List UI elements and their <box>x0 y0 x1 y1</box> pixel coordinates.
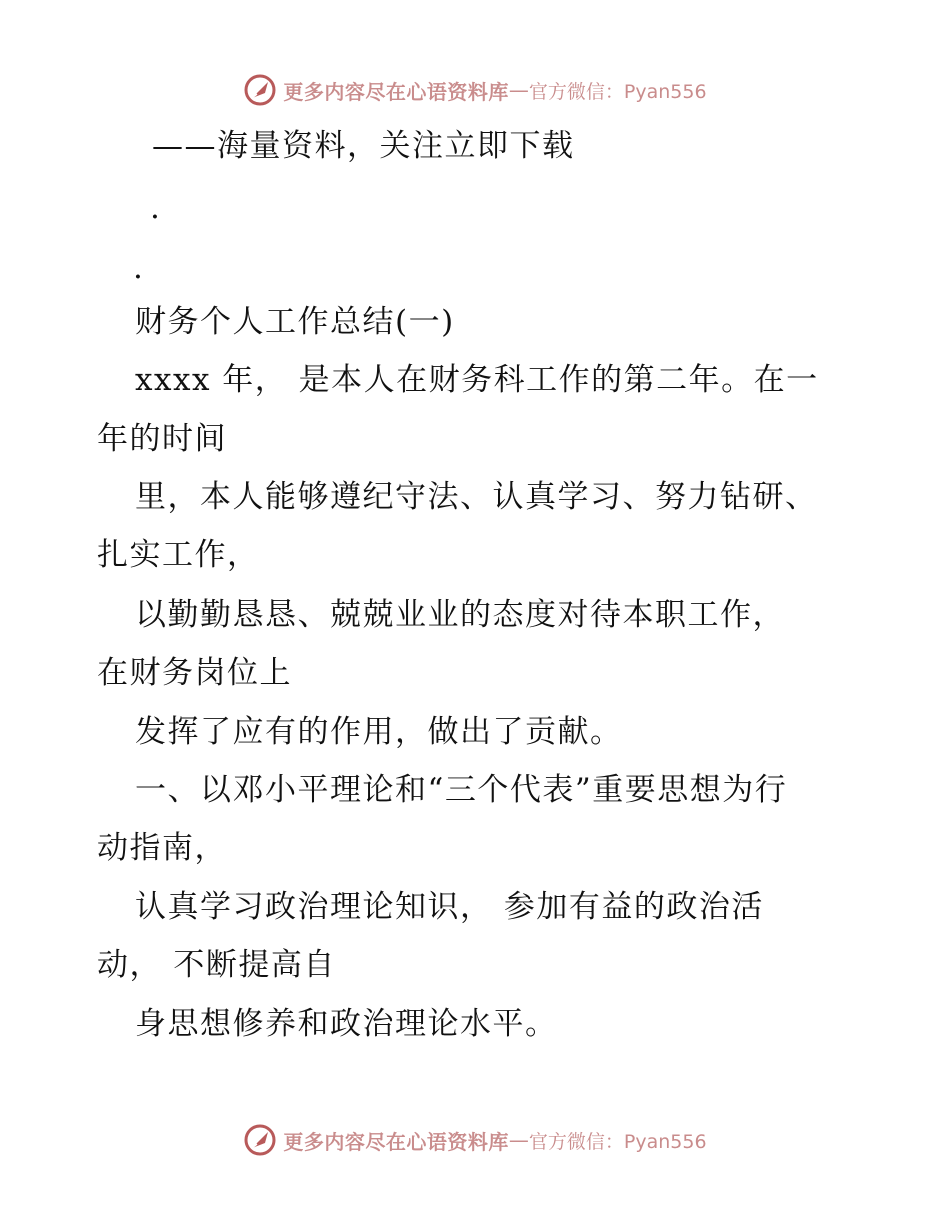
paragraph-line-11: 动， 不断提高自 <box>97 947 336 983</box>
intro-line: ——海量资料，关注立即下载 <box>152 128 575 164</box>
paragraph-line-3: 里，本人能够遵纪守法、认真学习、努力钻研、 <box>135 479 818 515</box>
paragraph-line-7: 发挥了应有的作用，做出了贡献。 <box>135 714 623 750</box>
paragraph-line-1: xxxx 年， 是本人在财务科工作的第二年。在一 <box>135 362 819 398</box>
header-separator: — <box>508 78 529 102</box>
dot-2: . <box>133 250 143 286</box>
footer-separator: — <box>508 1128 529 1152</box>
document-heading: 财务个人工作总结(一) <box>135 304 455 340</box>
paragraph-line-10: 认真学习政治理论知识， 参加有益的政治活 <box>135 889 764 925</box>
paragraph-line-4: 扎实工作， <box>97 537 260 573</box>
quill-logo-icon <box>243 73 277 107</box>
paragraph-line-2: 年的时间 <box>97 421 227 457</box>
footer-title: 更多内容尽在心语资料库 <box>283 1129 509 1154</box>
paragraph-line-9: 动指南， <box>97 830 227 866</box>
footer-contact: 官方微信：Pyan556 <box>528 1130 707 1153</box>
header-watermark <box>0 70 950 110</box>
paragraph-line-6: 在财务岗位上 <box>97 655 292 691</box>
header-contact: 官方微信：Pyan556 <box>528 80 707 103</box>
paragraph-line-5: 以勤勤恳恳、兢兢业业的态度对待本职工作， <box>135 597 785 633</box>
header-title: 更多内容尽在心语资料库 <box>283 79 509 104</box>
quill-logo-icon <box>243 1123 277 1157</box>
footer-watermark <box>0 1120 950 1160</box>
dot-1: . <box>150 190 160 226</box>
paragraph-line-12: 身思想修养和政治理论水平。 <box>135 1006 558 1042</box>
paragraph-line-8: 一、以邓小平理论和“三个代表”重要思想为行 <box>135 772 788 808</box>
